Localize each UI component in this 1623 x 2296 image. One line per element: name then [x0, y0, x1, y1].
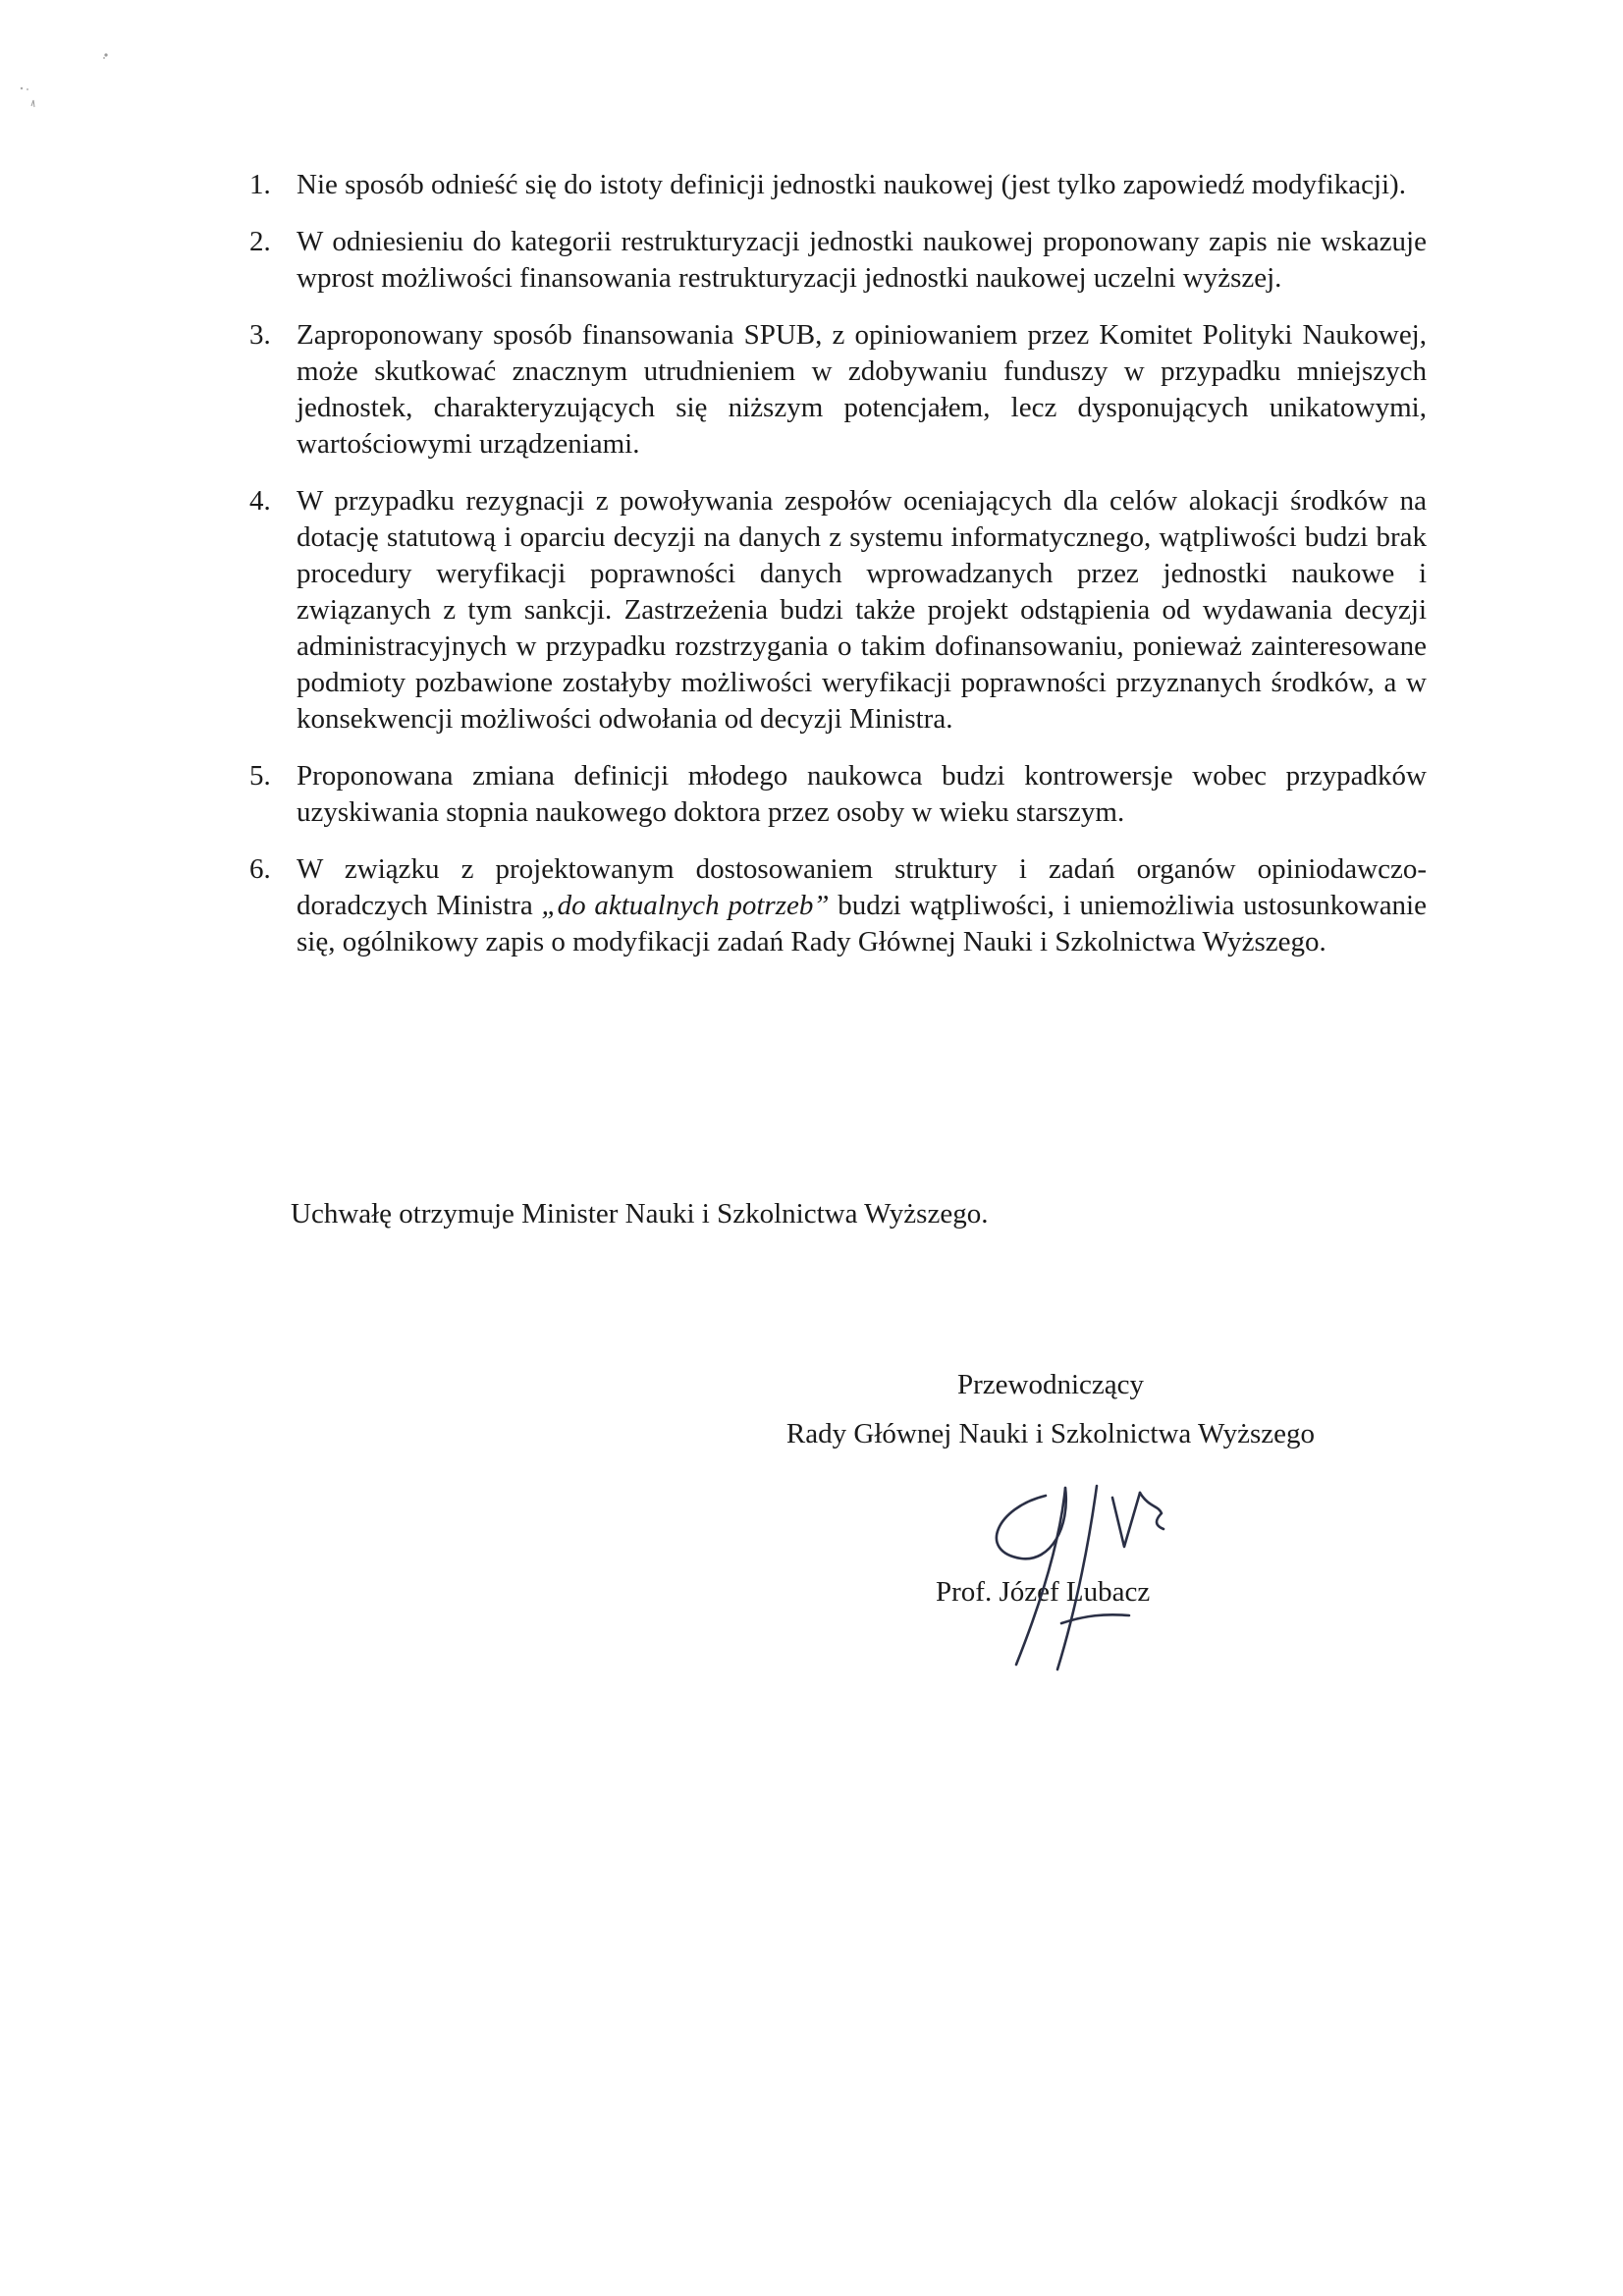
item-text-italic-quote: „do aktualnych potrzeb”	[541, 890, 830, 921]
item-number: 5.	[249, 760, 271, 792]
list-item	[243, 224, 1427, 297]
list-item	[243, 483, 1427, 738]
list-item	[243, 167, 1427, 203]
signatory-organization: Rady Głównej Nauki i Szkolnictwa Wyższego	[785, 1418, 1316, 1449]
signature-block	[687, 1360, 1414, 1458]
list-item	[243, 851, 1427, 960]
handwritten-signature	[967, 1468, 1203, 1674]
item-text: Zaproponowany sposób finansowania SPUB, z opiniowaniem przez Komitet Polityki Naukowej, może skutkować znacznym utrudnieniem w zdobywaniu funduszy w przypadku mniejszych jednostek, charakteryzujących się niższym potencjałem, lecz dysponujących unikatowymi, wartościowymi urządzeniami.	[297, 319, 1427, 460]
list-item	[243, 758, 1427, 831]
item-text-after: budzi wątpliwości, i uniemożliwia ustosunkowanie się, ogólnikowy zapis o modyfikacji zadań Rady Głównej Nauki i Szkolnictwa Wyższego.	[297, 890, 1427, 957]
list-item	[243, 317, 1427, 463]
item-number: 3.	[249, 319, 271, 351]
item-text-before: W związku z projektowanym dostosowaniem struktury i zadań organów opiniodawczo-doradczych Ministra	[297, 853, 1427, 921]
item-text: W odniesieniu do kategorii restrukturyzacji jednostki naukowej proponowany zapis nie wskazuje wprost możliwości finansowania restrukturyzacji jednostki naukowej uczelni wyższej.	[297, 226, 1427, 294]
signatory-name: Prof. Józef Lubacz	[936, 1576, 1151, 1608]
item-number: 2.	[249, 226, 271, 257]
scan-specks	[20, 49, 128, 128]
item-number: 6.	[249, 853, 271, 885]
item-text: Nie sposób odnieść się do istoty definicji jednostki naukowej (jest tylko zapowiedź modyfikacji).	[297, 169, 1406, 200]
item-number: 1.	[249, 169, 271, 200]
item-number: 4.	[249, 485, 271, 517]
remarks-list	[243, 167, 1427, 981]
resolution-note: Uchwałę otrzymuje Minister Nauki i Szkolnictwa Wyższego.	[291, 1198, 989, 1230]
signatory-title: Przewodniczący	[956, 1369, 1144, 1400]
item-text: Proponowana zmiana definicji młodego naukowca budzi kontrowersje wobec przypadków uzyskiwania stopnia naukowego doktora przez osoby w wieku starszym.	[297, 760, 1427, 828]
item-text: W przypadku rezygnacji z powoływania zespołów oceniających dla celów alokacji środków na dotację statutową i oparciu decyzji na danych z systemu informatycznego, wątpliwości budzi brak procedury weryfikacji poprawności danych wprowadzanych przez jednostki naukowe i związanych z tym sankcji. Zastrzeżenia budzi także projekt odstąpienia od wydawania decyzji administracyjnych w przypadku rozstrzygania o takim dofinansowaniu, ponieważ zainteresowane podmioty pozbawione zostałyby możliwości weryfikacji poprawności przyznanych środków, a w konsekwencji możliwości odwołania od decyzji Ministra.	[297, 485, 1427, 735]
